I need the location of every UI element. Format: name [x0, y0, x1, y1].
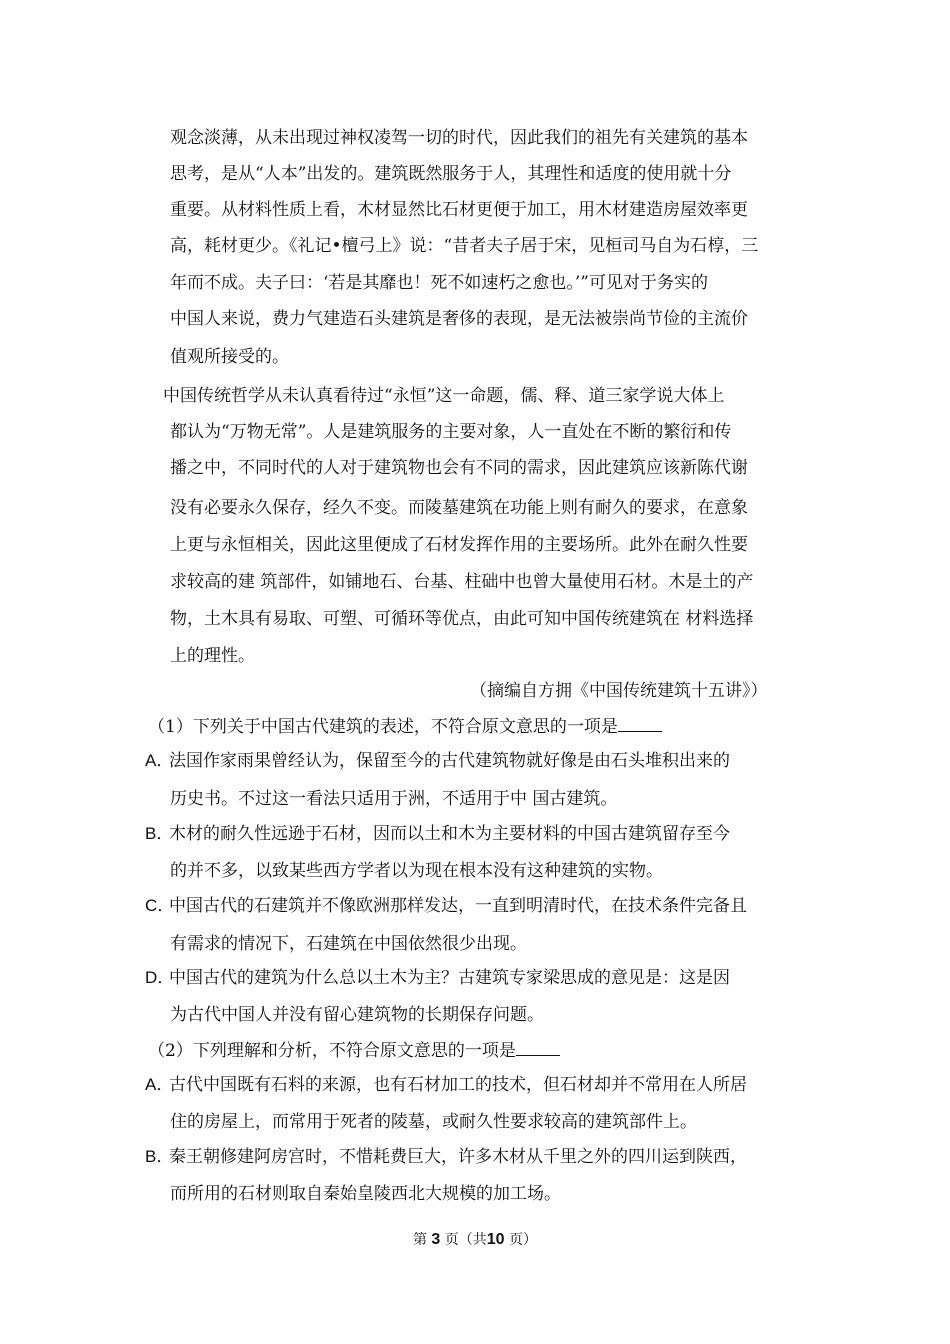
option-text-cont: 有需求的情况下，石建筑在中国依然很少出现。	[170, 934, 527, 954]
passage-line: 没有必要永久保存，经久不变。而陵墓建筑在功能上则有耐久的要求，在意象	[170, 498, 748, 518]
option-letter: D．	[145, 968, 175, 987]
question-1-text: （1）下列关于中国古代建筑的表述，不符合原文意思的一项是	[148, 717, 618, 737]
option-text: 木材的耐久性远逊于石材，因而以土和木为主要材料的中国古建筑留存至今	[169, 824, 730, 844]
option-text-cont: 历史书。不过这一看法只适用于洲，不适用于中 国古建筑。	[170, 789, 618, 809]
passage-line: 求较高的建 筑部件，如铺地石、台基、柱础中也曾大量使用石材。木是土的产	[170, 572, 754, 592]
q1-option-d	[145, 967, 730, 989]
option-letter: B．	[145, 824, 174, 843]
passage-line: 都认为“万物无常”。人是建筑服务的主要对象，人一直处在不断的繁衍和传	[170, 422, 732, 442]
option-text: 法国作家雨果曾经认为，保留至今的古代建筑物就好像是由石头堆积出来的	[169, 751, 730, 771]
passage-source: （摘编自方拥《中国传统建筑十五讲》）	[470, 681, 768, 701]
option-text-cont: 住的房屋上，而常用于死者的陵墓，或耐久性要求较高的建筑部件上。	[170, 1112, 697, 1132]
option-text-cont: 的并不多，以致某些西方学者以为现在根本没有这种建筑的实物。	[170, 861, 663, 881]
footer-prefix: 第	[412, 1232, 427, 1248]
page-number: 3	[431, 1231, 441, 1248]
footer-middle: 页（共	[444, 1232, 487, 1248]
page-total: 10	[486, 1231, 505, 1248]
page-footer	[0, 1230, 950, 1250]
option-text: 中国古代的建筑为什么总以土木为主？古建筑专家梁思成的意见是：这是因	[169, 968, 730, 988]
q1-option-a	[145, 750, 730, 772]
answer-blank[interactable]	[516, 1039, 560, 1056]
passage-line: 中国传统哲学从未认真看待过“永恒”这一命题，儒、释、道三家学说大体上	[163, 386, 725, 406]
passage-line: 物，土木具有易取、可塑、可循环等优点，由此可知中国传统建筑在 材料选择	[170, 609, 754, 629]
passage-line: 重要。从材料性质上看，木材显然比石材更便于加工，用木材建造房屋效率更	[170, 200, 748, 220]
passage-line: 值观所接受的。	[170, 347, 289, 367]
question-2-text: （2）下列理解和分析，不符合原文意思的一项是	[148, 1041, 516, 1061]
option-letter: A．	[145, 751, 174, 770]
passage-line: 观念淡薄，从未出现过神权凌驾一切的时代，因此我们的祖先有关建筑的基本	[170, 128, 748, 148]
question-2-stem	[148, 1039, 560, 1062]
passage-line: 中国人来说，费力气建造石头建筑是奢侈的表现，是无法被崇尚节俭的主流价	[170, 309, 748, 329]
passage-line: 年而不成。夫子曰：‘若是其靡也！死不如速朽之愈也。’”可见对于务实的	[170, 273, 708, 293]
option-text: 中国古代的石建筑并不像欧洲那样发达，一直到明清时代，在技术条件完备且	[169, 896, 747, 916]
q2-option-b	[145, 1146, 747, 1168]
passage-line: 上的理性。	[170, 646, 255, 666]
option-text-cont: 而所用的石材则取自秦始皇陵西北大规模的加工场。	[170, 1184, 561, 1204]
passage-line: 思考，是从“人本”出发的。建筑既然服务于人，其理性和适度的使用就十分	[170, 164, 732, 184]
q2-option-a	[145, 1074, 747, 1096]
passage-line: 高，耗材更少。《礼记•檀弓上》说：“昔者夫子居于宋，见桓司马自为石椁，三	[170, 236, 759, 256]
passage-line: 播之中，不同时代的人对于建筑物也会有不同的需求，因此建筑应该新陈代谢	[170, 458, 748, 478]
option-letter: A．	[145, 1075, 174, 1094]
question-1-stem	[148, 715, 662, 738]
option-text: 秦王朝修建阿房宫时，不惜耗费巨大，许多木材从千里之外的四川运到陕西，	[169, 1147, 747, 1167]
option-text-cont: 为古代中国人并没有留心建筑物的长期保存问题。	[170, 1005, 544, 1025]
q1-option-c	[145, 895, 747, 917]
q1-option-b	[145, 823, 730, 845]
passage-line: 上更与永恒相关，因此这里便成了石材发挥作用的主要场所。此外在耐久性要	[170, 535, 748, 555]
answer-blank[interactable]	[618, 715, 662, 732]
option-letter: B．	[145, 1147, 174, 1166]
option-text: 古代中国既有石料的来源，也有石材加工的技术，但石材却并不常用在人所居	[169, 1075, 747, 1095]
footer-suffix: 页）	[509, 1232, 538, 1248]
option-letter: C．	[145, 896, 175, 915]
